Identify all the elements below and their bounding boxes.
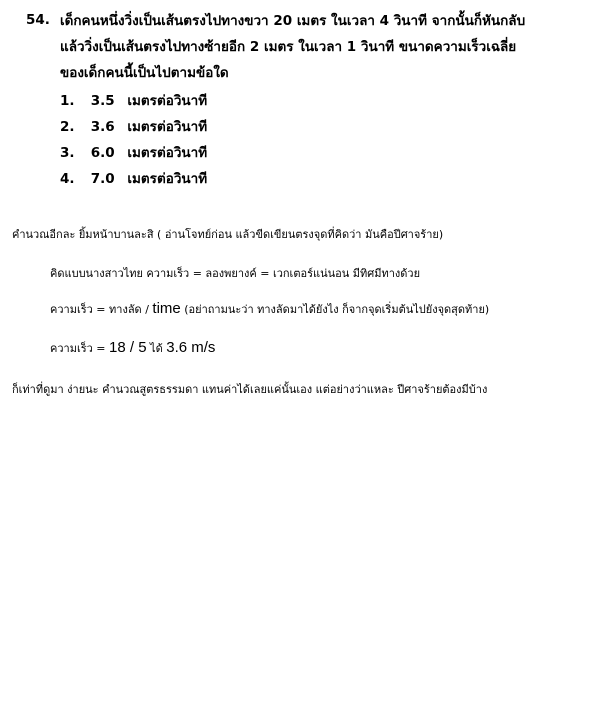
question-line: ของเด็กคนนี้เป็นไปตามข้อใด: [60, 65, 229, 81]
choice-unit: เมตรต่อวินาที: [127, 119, 208, 135]
calc-result: 3.6 m/s: [166, 339, 216, 356]
question-number: 54.: [26, 12, 50, 28]
question-text: [60, 8, 586, 86]
question-line: เด็กคนหนึ่งวิ่งเป็นเส้นตรงไปทางขวา 20 เมตร ในเวลา 4 วินาที จากนั้นก็หันกลับ: [60, 13, 526, 29]
choice-value: 3.6: [90, 119, 115, 135]
explanation-concept: คิดแบบนางสาวไทย ความเร็ว = ลองพยางค์ = เวกเตอร์แน่นอน มีทิศมีทางด้วย: [50, 267, 421, 280]
formula-note: (อย่าถามนะว่า ทางลัดมาได้ยังไง ก็จากจุดเริ่มต้นไปยังจุดสุดท้าย): [180, 303, 490, 316]
choice-unit: เมตรต่อวินาที: [127, 145, 208, 161]
explanation-intro: คำนวณอีกละ ยิ้มหน้าบานละสิ ( อ่านโจทย์ก่อน แล้วขีดเขียนตรงจุดที่คิดว่า มันคือปีศาจร้าย): [12, 228, 444, 241]
choice-number: 1.: [60, 93, 75, 109]
explanation-calculation: [50, 339, 601, 357]
calc-connector: ได้: [146, 342, 167, 355]
question-line: แล้ววิ่งเป็นเส้นตรงไปทางซ้ายอีก 2 เมตร ในเวลา 1 วินาที ขนาดความเร็วเฉลี่ย: [60, 39, 517, 55]
choice-4: [60, 166, 207, 192]
choice-unit: เมตรต่อวินาที: [127, 93, 208, 109]
choice-number: 4.: [60, 171, 75, 187]
formula-time: time: [152, 300, 181, 317]
calc-expression: 18 / 5: [109, 339, 147, 356]
choice-3: [60, 140, 207, 166]
choice-number: 2.: [60, 119, 75, 135]
choice-value: 7.0: [90, 171, 115, 187]
choice-number: 3.: [60, 145, 75, 161]
explanation-formula: [50, 300, 601, 318]
choice-1: [60, 88, 207, 114]
choice-unit: เมตรต่อวินาที: [127, 171, 208, 187]
answer-choices: [60, 88, 207, 192]
explanation-conclusion: ก็เท่าที่ดูมา ง่ายนะ คำนวณสูตรธรรมดา แทนค่าได้เลยแค่นั้นเอง แต่อย่างว่าแหละ ปีศาจร้ายต้องมีบ้าง: [12, 383, 488, 396]
formula-prefix: ความเร็ว = ทางลัด /: [50, 303, 153, 316]
calc-prefix: ความเร็ว =: [50, 342, 110, 355]
choice-value: 6.0: [90, 145, 115, 161]
choice-2: [60, 114, 207, 140]
choice-value: 3.5: [90, 93, 115, 109]
